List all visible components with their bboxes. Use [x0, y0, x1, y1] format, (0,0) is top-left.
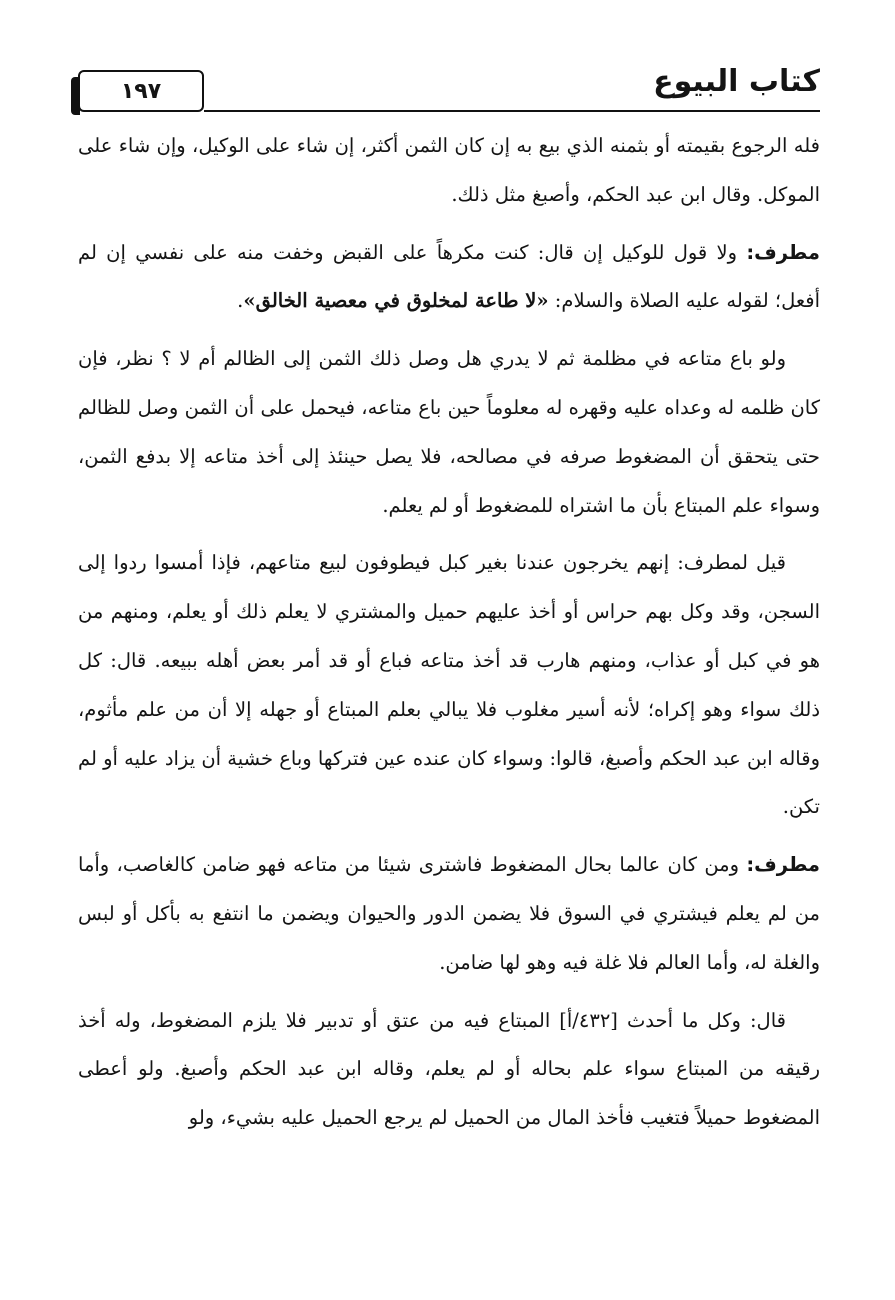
paragraph-gap [78, 988, 820, 997]
paragraph-gap [78, 220, 820, 229]
header-rule [204, 110, 820, 112]
page-body [78, 122, 820, 1143]
paragraph-gap [78, 832, 820, 841]
paragraph-6 [78, 997, 820, 1143]
paragraph-text: قيل لمطرف: إنهم يخرجون عندنا بغير كبل فيطوفون لبيع متاعهم، فإذا أمسوا ردوا إلى السجن، وقد وكل بهم حراس أو أخذ عليهم حميل والمشتري لا يعلم ذلك أو يعلم، ومنهم من هو في كبل أو عذاب، ومنهم هارب قد أخذ متاعه فباع أو قد أمر بعض أهله ببيعه. قال: كل ذلك سواء وهو إكراه؛ لأنه أسير مغلوب فلا يبالي بعلم المبتاع أو جهله إلا أن من علم مأثوم، وقاله ابن عبد الحكم وأصبغ، قالوا: وسواء كان عنده عين فتركها وباع خشية أن يزاد عليه أو لم تكن. [78, 551, 820, 819]
paragraph-2 [78, 229, 820, 327]
paragraph-1 [78, 122, 820, 220]
paragraph-gap [78, 530, 820, 539]
paragraph-5 [78, 841, 820, 987]
running-title: كتاب البيوع [653, 64, 820, 99]
speaker-label: مطرف: [746, 240, 820, 264]
paragraph-text: ومن كان عالما بحال المضغوط فاشترى شيئا من متاعه فهو ضامن كالغاصب، وأما من لم يعلم فيشتري في السوق فلا يضمن الدور والحيوان ويضمن ما انتفع به بأكل أو لبس والغلة له، وأما العالم فلا غلة فيه وهو لها ضامن. [78, 853, 820, 974]
hadith-quote: «لا طاعة لمخلوق في معصية الخالق» [243, 289, 549, 313]
paragraph-4 [78, 539, 820, 832]
paragraph-3 [78, 335, 820, 530]
paragraph-text-end: . [237, 289, 244, 313]
paragraph-text: ولا قول للوكيل إن قال: كنت مكرهاً على القبض وخفت منه على نفسي إن لم أفعل؛ لقوله عليه الصلاة والسلام: [78, 240, 820, 313]
page-header [70, 62, 820, 120]
paragraph-text: فله الرجوع بقيمته أو بثمنه الذي بيع به إن كان الثمن أكثر، إن شاء على الوكيل، وإن شاء على الموكل. وقال ابن عبد الحكم، وأصبغ مثل ذلك. [78, 134, 820, 206]
page-number: ١٩٧ [78, 70, 204, 112]
paragraph-text: قال: وكل ما أحدث [٤٣٢/أ] المبتاع فيه من عتق أو تدبير فلا يلزم المضغوط، وله أخذ رقيقه من المبتاع سواء علم بحاله أو لم يعلم، وقاله ابن عبد الحكم وأصبغ. ولو أعطى المضغوط حميلاً فتغيب فأخذ المال من الحميل لم يرجع الحميل عليه بشيء، ولو [78, 1008, 820, 1130]
paragraph-gap [78, 326, 820, 335]
speaker-label: مطرف: [746, 853, 821, 877]
paragraph-text: ولو باع متاعه في مظلمة ثم لا يدري هل وصل ذلك الثمن إلى الظالم أم لا ؟ نظر، فإن كان ظلمه له وعداه عليه وقهره له معلوماً حين باع متاعه، فيحمل على أن الثمن وصل للظالم حتى يتحقق أن المضغوط صرفه في مصالحه، فلا يصل حينئذ إلى أخذ متاعه إلا بدفع الثمن، وسواء علم المبتاع بأن ما اشتراه للمضغوط أو لم يعلم. [78, 347, 820, 517]
